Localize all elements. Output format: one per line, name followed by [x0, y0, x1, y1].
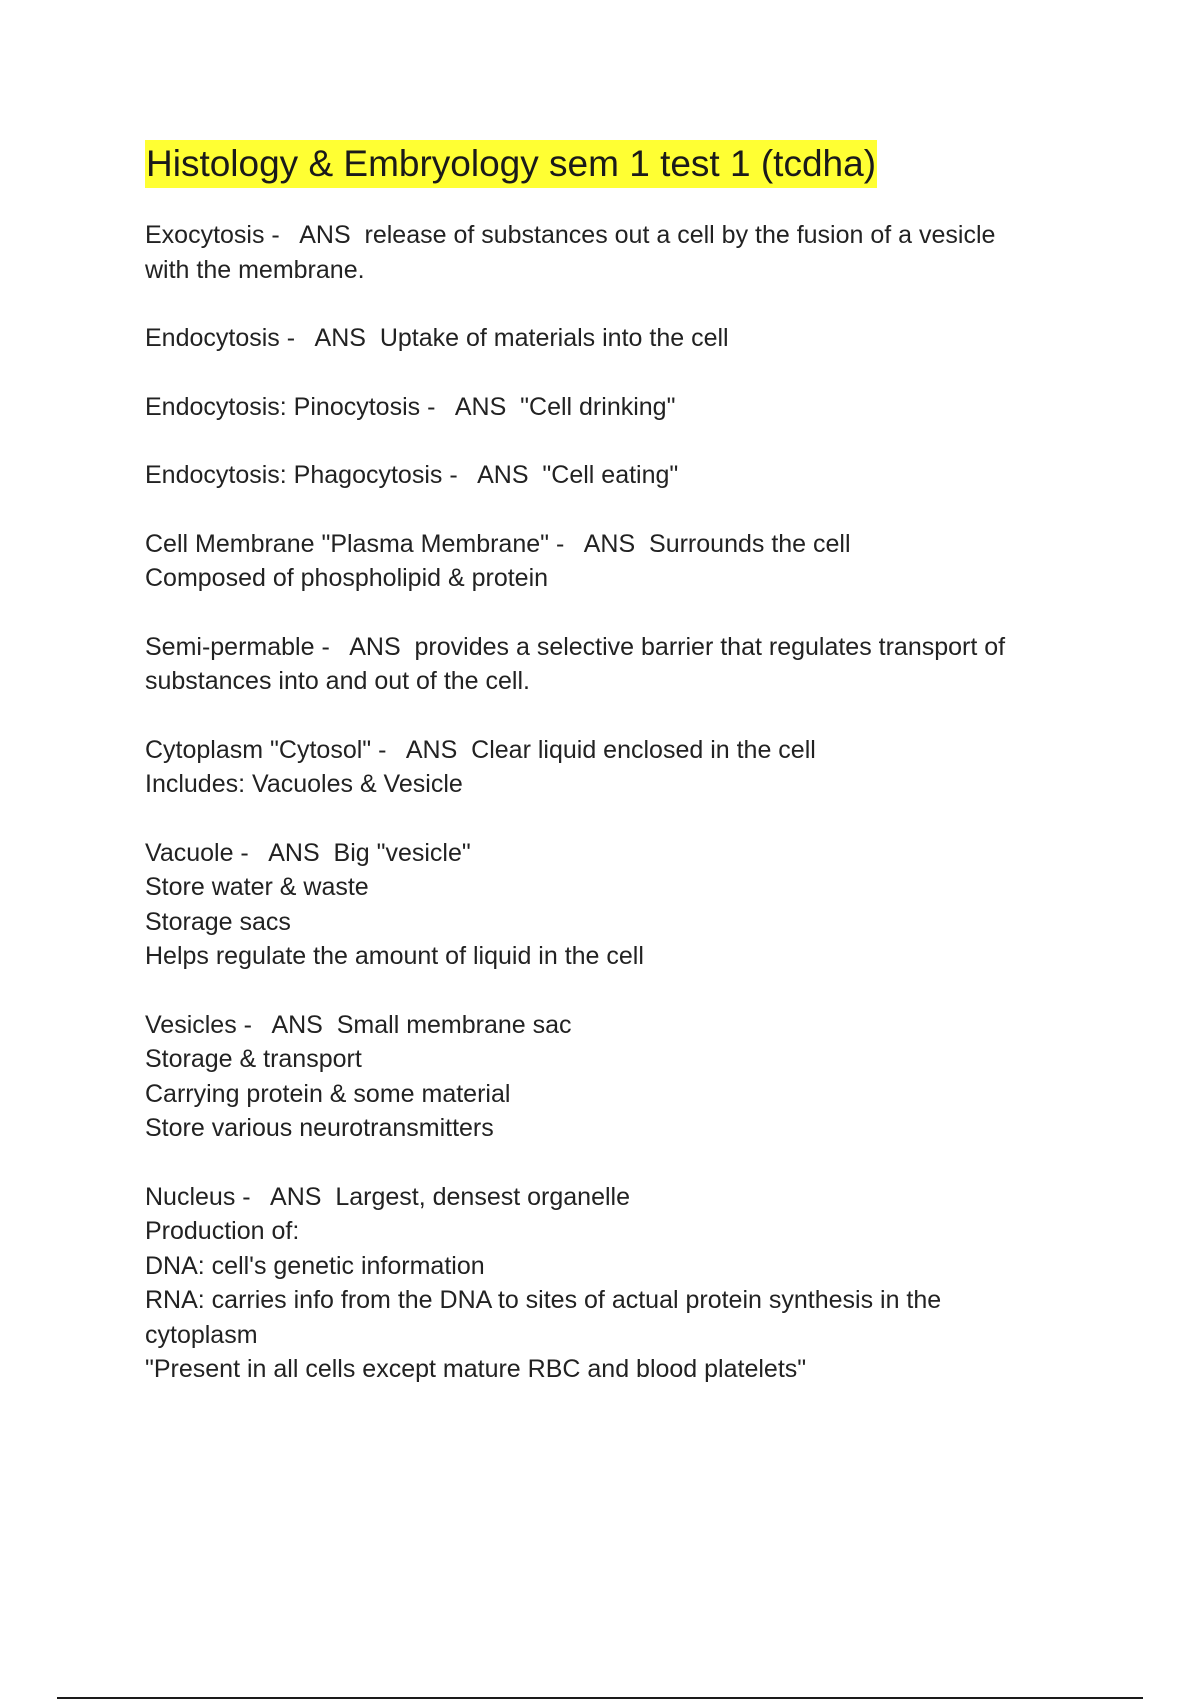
answer-detail-line: DNA: cell's genetic information: [145, 1251, 485, 1280]
term-and-answer: Endocytosis - ANS Uptake of materials into the cell: [145, 324, 729, 352]
document-title: Histology & Embryology sem 1 test 1 (tcdha): [145, 140, 877, 188]
answer-detail-line: Storage & transport: [145, 1045, 362, 1073]
term-and-answer: Cytoplasm "Cytosol" - ANS Clear liquid enclosed in the cell: [145, 735, 816, 764]
term-and-answer: Semi-permable - ANS provides a selective barrier that regulates transport of: [145, 632, 1006, 661]
flashcard-entry: [145, 1008, 1065, 1146]
flashcard-entry: [145, 321, 1065, 356]
flashcard-entry: [145, 390, 1065, 425]
flashcard-entry: [145, 733, 1065, 802]
answer-detail-line: Includes: Vacuoles & Vesicle: [145, 770, 463, 798]
answer-detail-line: Helps regulate the amount of liquid in the cell: [145, 942, 644, 970]
flashcard-list: [145, 218, 1065, 1387]
term-and-answer: Vesicles - ANS Small membrane sac: [145, 1010, 572, 1039]
flashcard-entry: [145, 218, 1065, 287]
document-page: [145, 140, 1065, 1421]
term-and-answer: Cell Membrane "Plasma Membrane" - ANS Surrounds the cell: [145, 529, 851, 558]
term-and-answer: Exocytosis - ANS release of substances out a cell by the fusion of a vesicle: [145, 221, 996, 249]
answer-detail-line: Carrying protein & some material: [145, 1079, 511, 1108]
flashcard-entry: [145, 458, 1065, 493]
answer-detail-line: Production of:: [145, 1217, 300, 1245]
term-and-answer: Nucleus - ANS Largest, densest organelle: [145, 1182, 630, 1211]
flashcard-entry: [145, 836, 1065, 974]
flashcard-entry: [145, 1180, 1065, 1387]
term-and-answer: Vacuole - ANS Big "vesicle": [145, 838, 471, 867]
answer-detail-line: Store various neurotransmitters: [145, 1114, 494, 1142]
answer-detail-line: RNA: carries info from the DNA to sites of actual protein synthesis in the: [145, 1286, 942, 1314]
flashcard-entry: [145, 630, 1065, 699]
flashcard-entry: [145, 527, 1065, 596]
answer-detail-line: Composed of phospholipid & protein: [145, 564, 549, 592]
page-bottom-divider: [57, 1697, 1143, 1699]
answer-detail-line: Store water & waste: [145, 873, 369, 901]
answer-detail-line: substances into and out of the cell.: [145, 667, 530, 695]
answer-detail-line: cytoplasm: [145, 1320, 258, 1349]
answer-detail-line: with the membrane.: [145, 255, 365, 284]
answer-detail-line: "Present in all cells except mature RBC and blood platelets": [145, 1355, 807, 1383]
answer-detail-line: Storage sacs: [145, 907, 291, 936]
term-and-answer: Endocytosis: Phagocytosis - ANS "Cell eating": [145, 461, 679, 489]
term-and-answer: Endocytosis: Pinocytosis - ANS "Cell drinking": [145, 392, 676, 421]
